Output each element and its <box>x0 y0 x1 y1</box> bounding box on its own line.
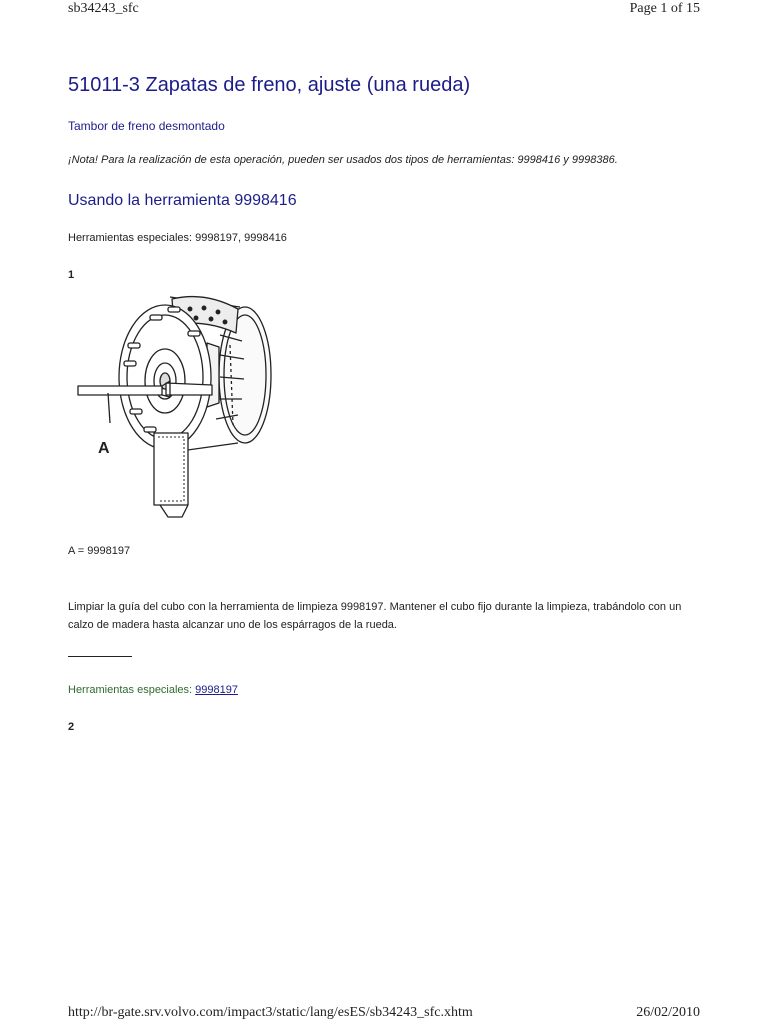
print-footer-date: 26/02/2010 <box>636 1005 700 1020</box>
print-header-page-number: Page 1 of 15 <box>629 1 700 16</box>
print-header-doc-id: sb34243_sfc <box>68 1 139 16</box>
figure-label-a: A <box>98 440 110 457</box>
page-subtitle: Tambor de freno desmontado <box>68 119 225 133</box>
page-title: 51011-3 Zapatas de freno, ajuste (una rueda) <box>68 74 471 96</box>
section-heading: Usando la herramienta 9998416 <box>68 192 297 209</box>
note-text: ¡Nota! Para la realización de esta operación, pueden ser usados dos tipos de herramientas: 9998416 y 9998386. <box>68 154 618 166</box>
print-header <box>68 1 700 17</box>
special-tools-reference <box>68 684 238 696</box>
step-number-2: 2 <box>68 721 75 733</box>
step-1-instruction: Limpiar la guía del cubo con la herramienta de limpieza 9998197. Mantener el cubo fijo durante la limpieza, trabándolo con un calzo de madera hasta alcanzar uno de los espárragos de la rueda. <box>68 601 682 631</box>
special-tools-text: Herramientas especiales: 9998197, 9998416 <box>68 232 287 244</box>
step-number-1: 1 <box>68 269 75 281</box>
separator-line <box>68 656 132 657</box>
special-tools-label: Herramientas especiales: <box>68 684 196 696</box>
print-footer <box>68 1005 700 1021</box>
tool-9998197-link[interactable]: 9998197 <box>195 684 238 696</box>
figure-caption: A = 9998197 <box>68 545 131 557</box>
brake-hub-illustration <box>70 285 310 520</box>
print-footer-url: http://br-gate.srv.volvo.com/impact3/static/lang/esES/sb34243_sfc.xhtm <box>68 1005 473 1020</box>
